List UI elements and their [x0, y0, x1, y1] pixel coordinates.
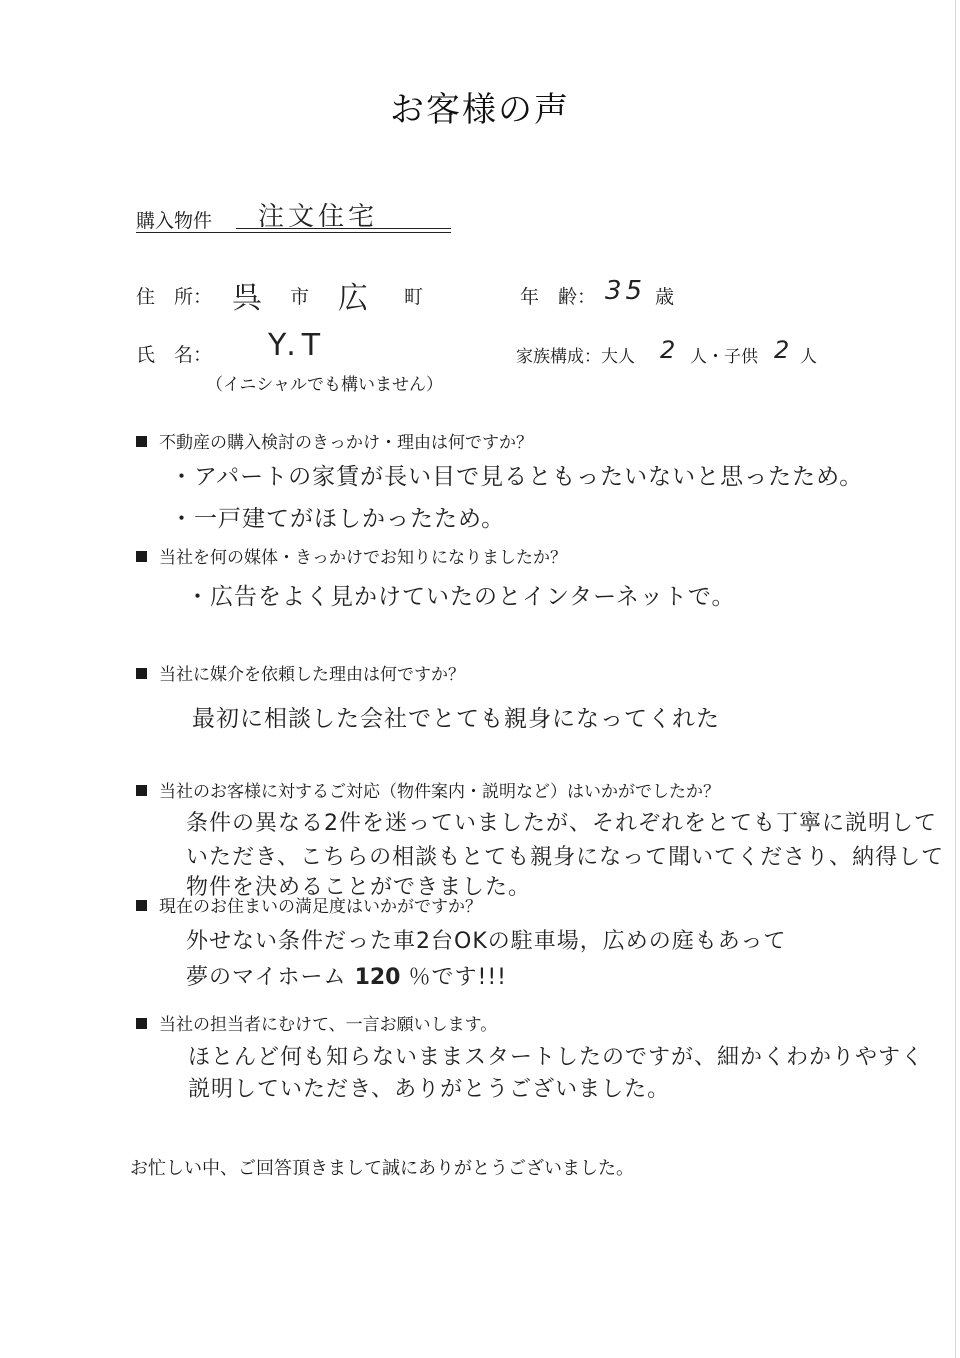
- address-label: 住 所：: [136, 286, 213, 308]
- question-6: [136, 1010, 497, 1035]
- property-underline: [136, 232, 451, 233]
- property-label: 購入物件: [136, 210, 213, 232]
- property-value: 注文住宅: [258, 202, 379, 232]
- answer-2-line-1: ・広告をよく見かけていたのとインターネットで。: [186, 584, 736, 610]
- question-text: 当社に媒介を依頼した理由は何ですか？: [159, 665, 465, 685]
- family-children: 2: [774, 336, 791, 364]
- address-city-suffix: 市: [290, 286, 310, 308]
- question-5: [136, 892, 482, 917]
- question-text: 不動産の購入検討のきっかけ・理由は何ですか？: [159, 433, 533, 453]
- answer-5-number: 120: [354, 965, 401, 990]
- question-1: [136, 428, 533, 453]
- answer-3-line-1: 最初に相談した会社でとても親身になってくれた: [192, 706, 720, 732]
- answer-4-line-2: いただき、こちらの相談もとても親身になって聞いてくださり、納得して: [186, 845, 945, 870]
- property-underline-2: [236, 228, 451, 229]
- name-label: 氏 名：: [136, 344, 213, 366]
- answer-5-suffix: ％です!!!: [408, 965, 507, 990]
- answer-1-line-2: ・一戸建てがほしかったため。: [170, 506, 506, 532]
- age-label: 年 齢：: [520, 286, 597, 308]
- answer-4-line-3: 物件を決めることができました。: [186, 875, 532, 900]
- bullet-square-icon: [136, 785, 147, 796]
- answer-5-prefix: 夢のマイホーム: [186, 965, 347, 990]
- question-text: 当社のお客様に対するご対応（物件案内・説明など）はいかがでしたか？: [159, 782, 720, 802]
- age-value: 35: [605, 276, 647, 306]
- bullet-square-icon: [136, 551, 147, 562]
- name-note: （イニシャルでも構いません）: [206, 375, 443, 395]
- question-text: 当社の担当者にむけて、一言お願いします。: [159, 1015, 498, 1035]
- page-title: お客様の声: [390, 90, 570, 130]
- answer-5-line-1: 外せない条件だった車2台OKの駐車場，広めの庭もあって: [186, 929, 787, 954]
- question-text: 当社を何の媒体・きっかけでお知りになりましたか？: [159, 548, 567, 568]
- answer-5-line-2: [186, 960, 507, 991]
- question-4: [136, 777, 720, 802]
- family-suffix: 人: [800, 347, 817, 367]
- answer-1-line-1: ・アパートの家賃が長い目で見るともったいないと思ったため。: [170, 464, 864, 490]
- answer-4-line-1: 条件の異なる2件を迷っていましたが、それぞれをとても丁寧に説明して: [186, 811, 937, 836]
- address-town-suffix: 町: [404, 286, 424, 308]
- address-city: 呉: [232, 281, 272, 316]
- family-adults: 2: [660, 336, 677, 364]
- question-text: 現在のお住まいの満足度はいかがですか？: [159, 897, 482, 917]
- bullet-square-icon: [136, 436, 147, 447]
- family-label: 家族構成：大人: [516, 347, 635, 367]
- answer-6-line-2: 説明していただき、ありがとうございました。: [188, 1077, 671, 1102]
- address-town: 広: [338, 281, 378, 316]
- family-mid: 人・子供: [690, 347, 758, 367]
- name-value: Y.T: [268, 328, 327, 363]
- scan-edge: [955, 0, 956, 1358]
- age-suffix: 歳: [655, 286, 675, 308]
- bullet-square-icon: [136, 1018, 147, 1029]
- closing-message: お忙しい中、ご回答頂きまして誠にありがとうございました。: [130, 1158, 634, 1179]
- bullet-square-icon: [136, 668, 147, 679]
- question-3: [136, 660, 465, 685]
- answer-6-line-1: ほとんど何も知らないままスタートしたのですが、細かくわかりやすく: [188, 1045, 925, 1070]
- bullet-square-icon: [136, 900, 147, 911]
- question-2: [136, 543, 567, 568]
